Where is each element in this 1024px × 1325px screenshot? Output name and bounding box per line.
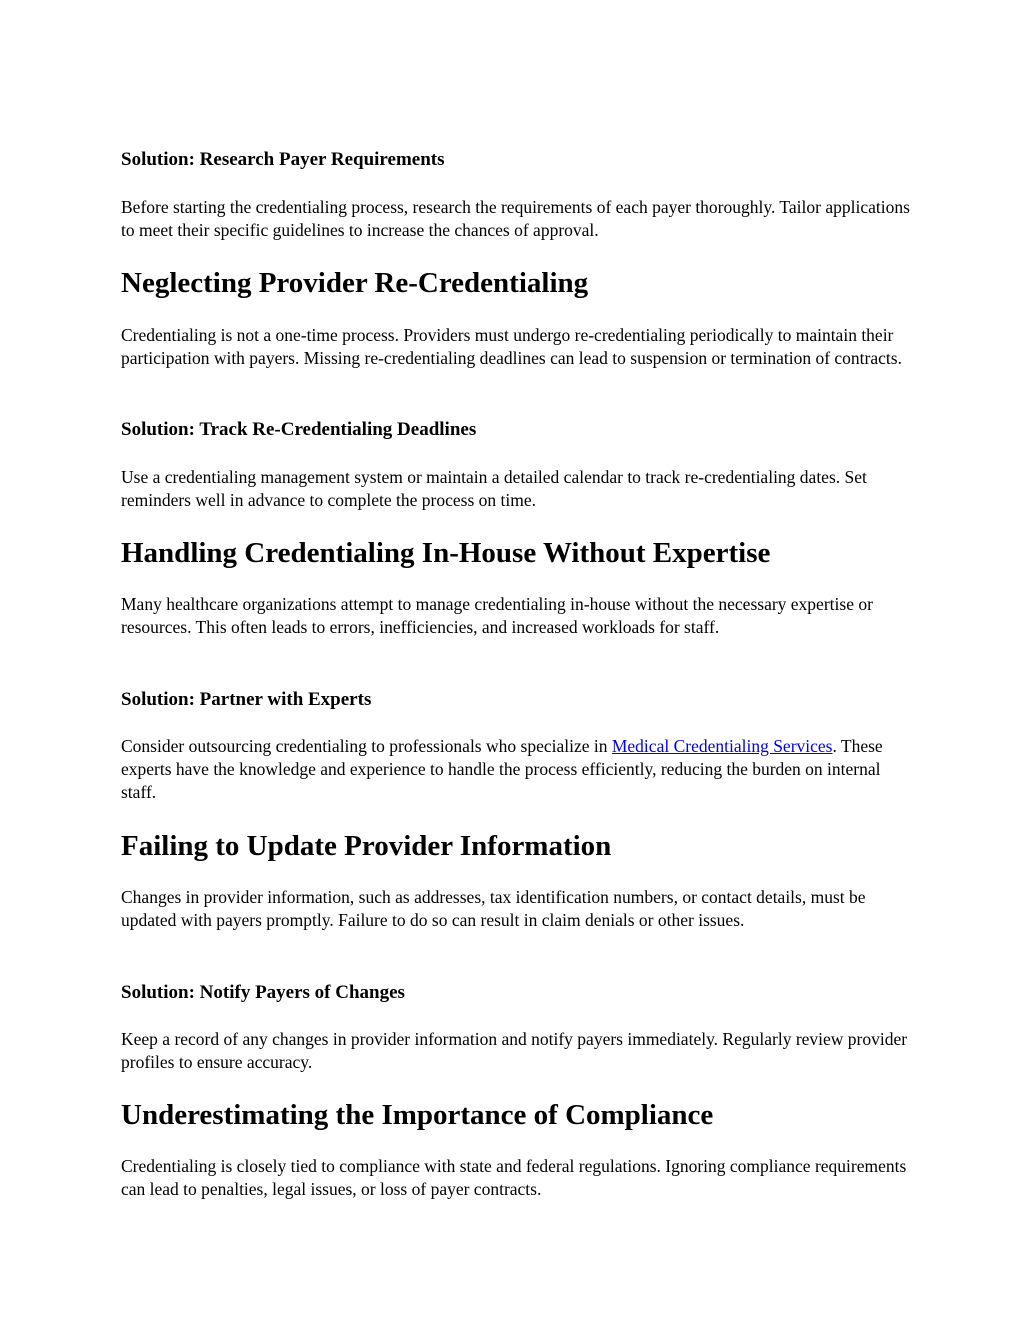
paragraph-update-provider-info: Changes in provider information, such as addresses, tax identification numbers, or contact details, must be updated with payers promptly. Failure to do so can result in claim denials or other issues. — [121, 887, 866, 930]
heading-in-house-expertise: Handling Credentialing In-House Without Expertise — [121, 537, 771, 569]
medical-credentialing-services-link[interactable]: Medical Credentialing Services — [611, 736, 833, 756]
paragraph-recredentialing: Credentialing is not a one-time process. Providers must undergo re-credentialing periodically to maintain their participation with payers. Missing re-credentialing deadlines can lead to suspension or termination of contracts. — [121, 325, 902, 368]
paragraph-notify-payers: Keep a record of any changes in provider information and notify payers immediately. Regularly review provider profiles to ensure accuracy. — [121, 1029, 908, 1072]
paragraph-research-payer: Before starting the credentialing process, research the requirements of each payer thoroughly. Tailor applications to meet their specific guidelines to increase the chances of approval. — [121, 197, 910, 240]
heading-update-provider-info: Failing to Update Provider Information — [121, 830, 612, 862]
subheading-partner-experts: Solution: Partner with Experts — [121, 689, 372, 710]
paragraph-in-house: Many healthcare organizations attempt to manage credentialing in-house without the necessary expertise or resources. This often leads to errors, inefficiencies, and increased workloads for staff. — [121, 594, 873, 637]
subheading-research-payer: Solution: Research Payer Requirements — [121, 149, 445, 170]
heading-compliance: Underestimating the Importance of Compliance — [121, 1099, 714, 1131]
heading-neglecting-recredentialing: Neglecting Provider Re-Credentialing — [121, 267, 589, 299]
subheading-notify-payers: Solution: Notify Payers of Changes — [121, 982, 405, 1003]
paragraph-track-deadlines: Use a credentialing management system or maintain a detailed calendar to track re-credentialing dates. Set reminders well in advance to complete the process on time. — [121, 467, 867, 510]
paragraph-text-after-link: . These experts have the knowledge and experience to handle the process efficiently, reducing the burden on internal staff. — [121, 736, 883, 802]
subheading-track-deadlines: Solution: Track Re-Credentialing Deadlines — [121, 419, 477, 440]
paragraph-partner-experts — [121, 735, 911, 804]
paragraph-text-before-link: Consider outsourcing credentialing to professionals who specialize in — [121, 736, 612, 756]
paragraph-compliance: Credentialing is closely tied to compliance with state and federal regulations. Ignoring compliance requirements can lead to penalties, legal issues, or loss of payer contracts. — [121, 1156, 907, 1199]
